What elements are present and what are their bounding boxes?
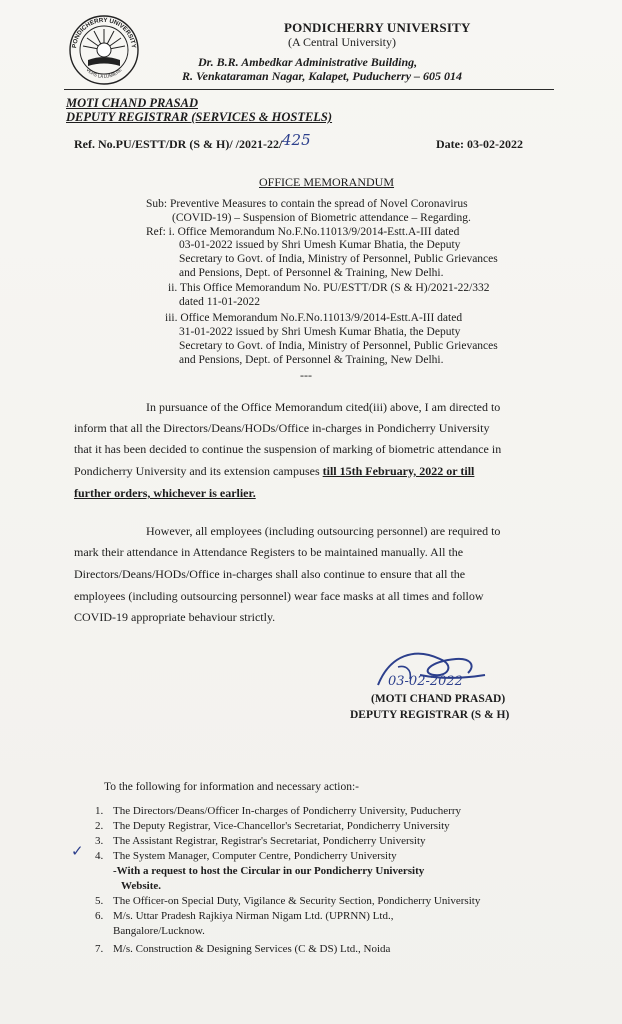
signatory-name: (MOTI CHAND PRASAD) <box>371 693 506 705</box>
paragraph-1-line-4-text: Pondicherry University and its extension campuses <box>74 464 323 478</box>
reference-2-line-1: ii. This Office Memorandum No. PU/ESTT/DR (S & H)/2021-22/332 <box>168 282 490 294</box>
logo-text-top: PONDICHERRY UNIVERSITY <box>71 16 137 49</box>
reference-2-line-2: dated 11-01-2022 <box>179 296 261 308</box>
signatory-designation: DEPUTY REGISTRAR (S & H) <box>350 709 510 721</box>
university-name: PONDICHERRY UNIVERSITY <box>284 20 471 35</box>
paragraph-1-line-4 <box>74 464 474 479</box>
list-item: ✓ 4. The System Manager, Computer Centre, Pondicherry University <box>71 844 397 862</box>
deadline-emphasis: till 15th February, 2022 or till <box>322 464 475 478</box>
sender-designation: DEPUTY REGISTRAR (SERVICES & HOSTELS) <box>66 110 333 124</box>
reference-3-line-1: iii. Office Memorandum No.F.No.11013/9/2014-Estt.A-III dated <box>165 312 463 324</box>
reference-1-line-3: Secretary to Govt. of India, Ministry of Personnel, Public Grievances <box>179 253 498 265</box>
paragraph-2-line-5: COVID-19 appropriate behaviour strictly. <box>74 610 276 624</box>
handwritten-reference-number: 425 <box>282 131 311 149</box>
signature-date: 03-02-2022 <box>388 674 463 689</box>
letterhead-divider <box>64 89 554 90</box>
reference-1-line-1: Ref: i. Office Memorandum No.F.No.11013/9/2014-Estt.A-III dated <box>146 226 460 238</box>
reference-number: Ref. No.PU/ESTT/DR (S & H)/ /2021-22/ <box>74 137 283 151</box>
subject-line-2: (COVID-19) – Suspension of Biometric attendance – Regarding. <box>172 212 471 224</box>
logo-text-bottom: VERS LA LUMIÈRE <box>85 67 123 80</box>
list-item: 2. The Deputy Registrar, Vice-Chancellor's Secretariat, Pondicherry University <box>95 820 450 832</box>
paragraph-1-line-3: that it has been decided to continue the suspension of marking of biometric attendance in <box>74 442 502 456</box>
paragraph-2-line-4: employees (including outsourcing personnel) wear face masks at all times and follow <box>74 589 484 603</box>
reference-3-line-2: 31-01-2022 issued by Shri Umesh Kumar Bhatia, the Deputy <box>179 326 461 338</box>
memo-title: OFFICE MEMORANDUM <box>259 175 395 189</box>
paragraph-2-line-3: Directors/Deans/HODs/Office in-charges shall also continue to ensure that all the <box>74 567 466 581</box>
paragraph-2-line-1: However, all employees (including outsourcing personnel) are required to <box>146 524 501 538</box>
list-item-note: Website. <box>121 880 162 892</box>
list-item-note: -With a request to host the Circular in our Pondicherry University <box>113 865 425 877</box>
paragraph-2-line-2: mark their attendance in Attendance Registers to be maintained manually. All the <box>74 545 464 559</box>
university-address-line-2: R. Venkataraman Nagar, Kalapet, Puducherry – 605 014 <box>182 69 463 83</box>
list-item: 6. M/s. Uttar Pradesh Rajkiya Nirman Nigam Ltd. (UPRNN) Ltd., <box>95 910 394 922</box>
reference-3-line-4: and Pensions, Dept. of Personnel & Training, New Delhi. <box>179 354 444 366</box>
paragraph-1-line-5: further orders, whichever is earlier. <box>74 486 256 500</box>
reference-1-line-4: and Pensions, Dept. of Personnel & Training, New Delhi. <box>179 267 444 279</box>
sender-name: MOTI CHAND PRASAD <box>66 96 198 110</box>
university-logo <box>68 14 140 86</box>
distribution-list <box>71 804 481 957</box>
reference-3-line-3: Secretary to Govt. of India, Ministry of Personnel, Public Grievances <box>179 340 498 352</box>
list-item: 7. M/s. Construction & Designing Services (C & DS) Ltd., Noida <box>95 943 391 955</box>
list-item-continuation: Bangalore/Lucknow. <box>113 925 205 937</box>
memo-date: Date: 03-02-2022 <box>436 137 523 151</box>
reference-1-line-2: 03-01-2022 issued by Shri Umesh Kumar Bhatia, the Deputy <box>179 239 461 251</box>
university-subtitle: (A Central University) <box>288 35 396 49</box>
university-address-line-1: Dr. B.R. Ambedkar Administrative Building, <box>198 55 418 69</box>
distribution-intro: To the following for information and necessary action:- <box>104 781 359 793</box>
list-item: 5. The Officer-on Special Duty, Vigilance & Security Section, Pondicherry University <box>95 895 481 907</box>
list-item: 3. The Assistant Registrar, Registrar's Secretariat, Pondicherry University <box>95 835 426 847</box>
paragraph-1-line-1: In pursuance of the Office Memorandum cited(iii) above, I am directed to <box>146 400 501 414</box>
subject-line-1: Sub: Preventive Measures to contain the spread of Novel Coronavirus <box>146 198 468 210</box>
paragraph-1-line-2: inform that all the Directors/Deans/HODs/Office in-charges in Pondicherry University <box>74 421 490 435</box>
list-item: 1. The Directors/Deans/Officer In-charges of Pondicherry University, Puducherry <box>95 805 462 817</box>
check-mark-icon: ✓ <box>71 844 84 860</box>
separator: --- <box>300 368 312 382</box>
svg-text:VERS LA LUMIÈRE <box>85 67 122 79</box>
